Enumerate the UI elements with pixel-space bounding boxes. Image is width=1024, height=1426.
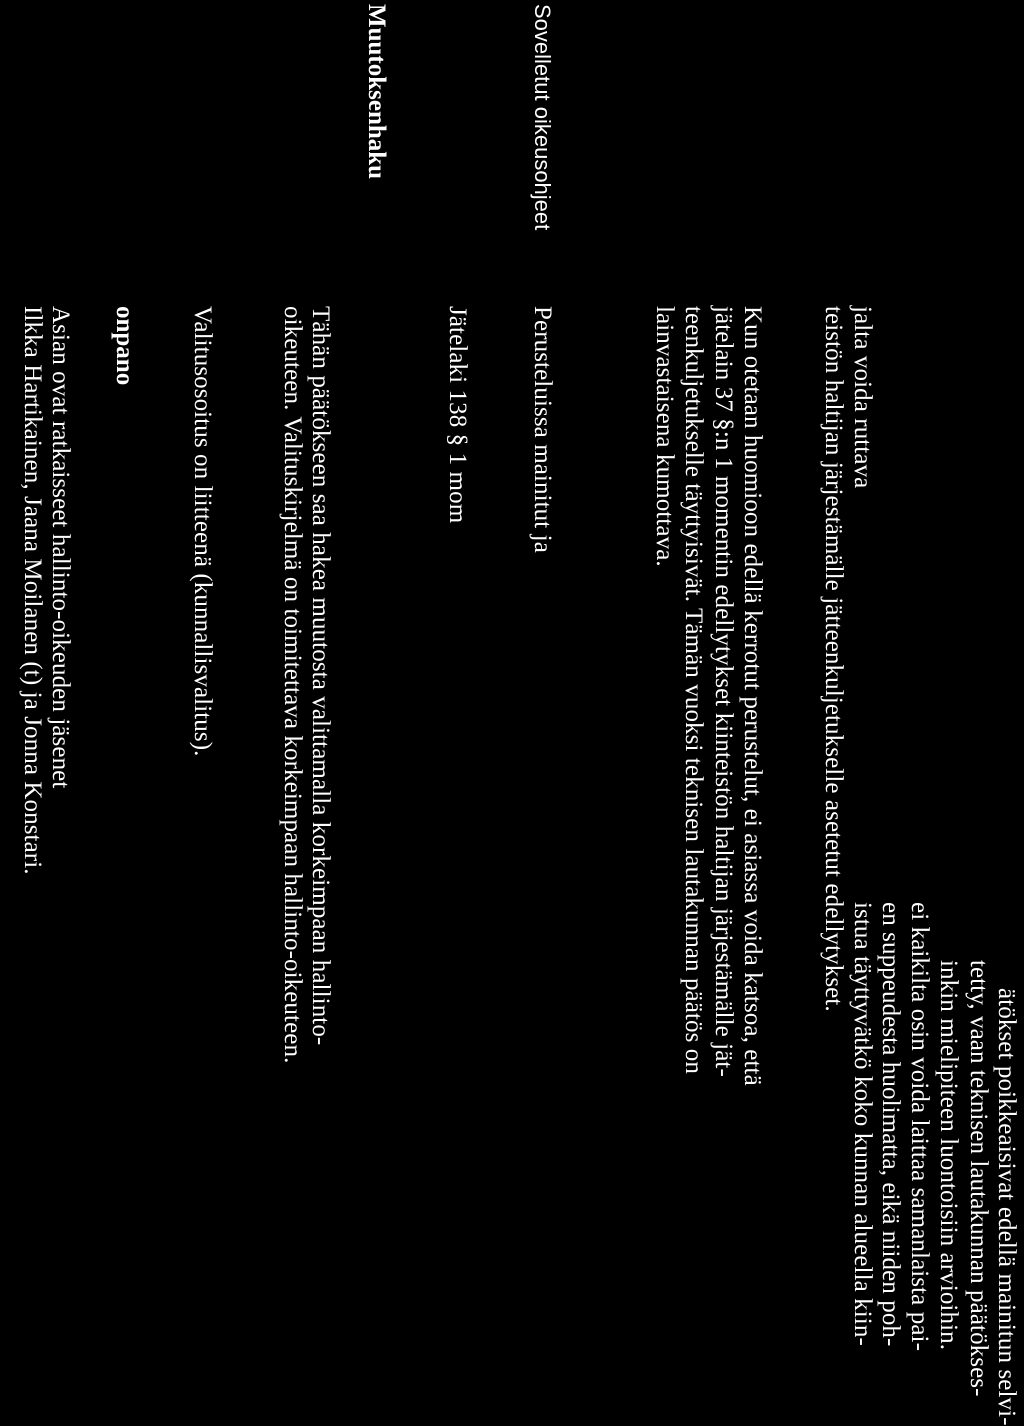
body-line: jalta voida ruttava	[849, 306, 876, 489]
members-line: Asian ovat ratkaisseet hallinto-oikeuden jäsenet	[47, 306, 74, 789]
body-line: ei kaikilta osin voida laittaa samanlaista pai-	[906, 902, 933, 1351]
section-heading-appeal: Muutoksenhaku	[363, 4, 390, 180]
paragraph-line: Kun otetaan huomioon edellä kerrotut perustelut, ei asiassa voida katsoa, että	[739, 306, 766, 1086]
body-line: tetty, vaan teknisen lautakunnan päätökses-	[965, 960, 992, 1397]
body-line: ätökset poikkeaisivat edellä mainitun selvi-	[993, 988, 1020, 1426]
section-heading-applied-law: Sovelletut oikeusohjeet	[530, 4, 555, 231]
section-heading-enforcement: onpano	[111, 306, 138, 386]
paragraph-line: teenkuljetukselle täyttyisivät. Tämän vuoksi teknisen lautakunnan päätös on	[680, 306, 707, 1074]
paragraph-line: jätelain 37 §:n 1 momentin edellytykset kiinteistön haltijan järjestämälle jät-	[710, 306, 737, 1077]
members-line: Ilkka Hartikainen, Jaana Moilanen (t) ja Jonna Konstari.	[19, 306, 46, 875]
body-line: istua täyttyvätkö koko kunnan alueella kiin-	[849, 902, 876, 1346]
body-line: en suppeudesta huolimatta, eikä niiden poh-	[877, 902, 904, 1347]
appeal-line: oikeuteen. Valituskirjelmä on toimitettava korkeimpaan hallinto-oikeuteen.	[279, 306, 306, 1064]
appeal-line: Valitusosoitus on liitteenä (kunnallisvalitus).	[189, 306, 216, 757]
appeal-line: Tähän päätökseen saa hakea muutosta valittamalla korkeimpaan hallinto-	[307, 306, 334, 1046]
applied-law-line: Jätelaki 138 § 1 mom	[444, 306, 471, 524]
body-line: inkin mielipiteen luontoisiin arvioihin.	[935, 960, 962, 1351]
paragraph-line: lainvastaisena kumottava.	[651, 306, 678, 567]
applied-law-line: Perusteluissa mainitut ja	[529, 306, 556, 553]
body-line: teistön haltijan järjestämälle jätteenkuljetukselle asetetut edellytykset.	[820, 306, 847, 1012]
